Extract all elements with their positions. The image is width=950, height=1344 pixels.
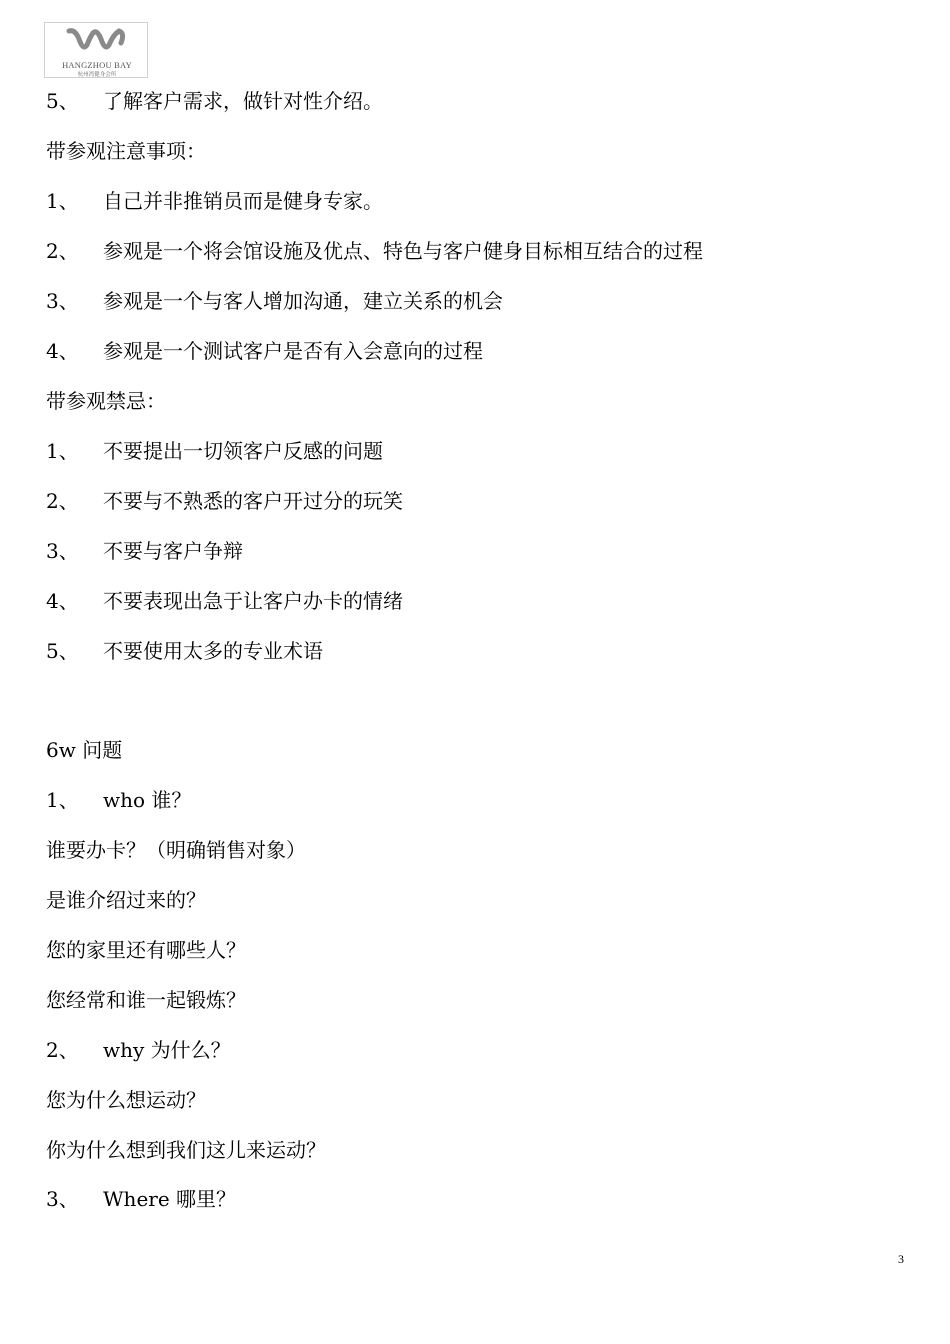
question-line: 您的家里还有哪些人？ — [46, 938, 246, 962]
item-text: 不要与不熟悉的客户开过分的玩笑 — [103, 489, 403, 513]
list-item — [46, 289, 503, 313]
item-text: 不要使用太多的专业术语 — [103, 639, 323, 663]
item-text: 不要表现出急于让客户办卡的情绪 — [103, 589, 403, 613]
item-text: 了解客户需求，做针对性介绍。 — [103, 89, 383, 113]
item-text: 参观是一个测试客户是否有入会意向的过程 — [103, 339, 483, 363]
list-item — [46, 89, 383, 113]
page-number: 3 — [898, 1252, 904, 1266]
item-number: 2、 — [46, 1038, 79, 1062]
section-heading-6w: 6w 问题 — [46, 738, 123, 762]
item-number: 3、 — [46, 539, 79, 563]
item-number: 3、 — [46, 1187, 79, 1211]
item-text: 不要与客户争辩 — [103, 539, 243, 563]
list-item — [46, 189, 383, 213]
list-item — [46, 589, 403, 613]
item-text: why 为什么？ — [103, 1038, 231, 1062]
question-line: 您经常和谁一起锻炼？ — [46, 988, 246, 1012]
item-text: 参观是一个与客人增加沟通，建立关系的机会 — [103, 289, 503, 313]
item-text: 参观是一个将会馆设施及优点、特色与客户健身目标相互结合的过程 — [103, 239, 703, 263]
item-number: 4、 — [46, 339, 79, 363]
list-item — [46, 239, 703, 263]
logo-mark-icon — [45, 23, 149, 63]
item-number: 2、 — [46, 239, 79, 263]
item-text: Where 哪里？ — [103, 1187, 237, 1211]
section-heading-taboos: 带参观禁忌： — [46, 389, 166, 413]
list-item — [46, 639, 323, 663]
logo-text: HANGZHOU BAY — [62, 60, 132, 70]
question-line: 你为什么想到我们这儿来运动？ — [46, 1138, 326, 1162]
item-text: 自己并非推销员而是健身专家。 — [103, 189, 383, 213]
item-number: 5、 — [46, 89, 79, 113]
item-number: 1、 — [46, 788, 79, 812]
company-logo — [44, 22, 148, 78]
item-number: 3、 — [46, 289, 79, 313]
question-line: 您为什么想运动？ — [46, 1088, 206, 1112]
list-item — [46, 339, 483, 363]
list-item — [46, 1187, 236, 1211]
item-number: 1、 — [46, 189, 79, 213]
item-number: 4、 — [46, 589, 79, 613]
list-item — [46, 489, 403, 513]
logo-subtext: 杭州湾健身会所 — [77, 72, 117, 78]
question-line: 谁要办卡？（明确销售对象） — [46, 838, 306, 862]
list-item — [46, 788, 191, 812]
item-number: 1、 — [46, 439, 79, 463]
item-number: 5、 — [46, 639, 79, 663]
list-item — [46, 439, 383, 463]
section-heading-notes: 带参观注意事项： — [46, 139, 206, 163]
question-line: 是谁介绍过来的？ — [46, 888, 206, 912]
item-text: 不要提出一切领客户反感的问题 — [103, 439, 383, 463]
list-item — [46, 1038, 231, 1062]
item-text: who 谁？ — [103, 788, 192, 812]
list-item — [46, 539, 243, 563]
item-number: 2、 — [46, 489, 79, 513]
